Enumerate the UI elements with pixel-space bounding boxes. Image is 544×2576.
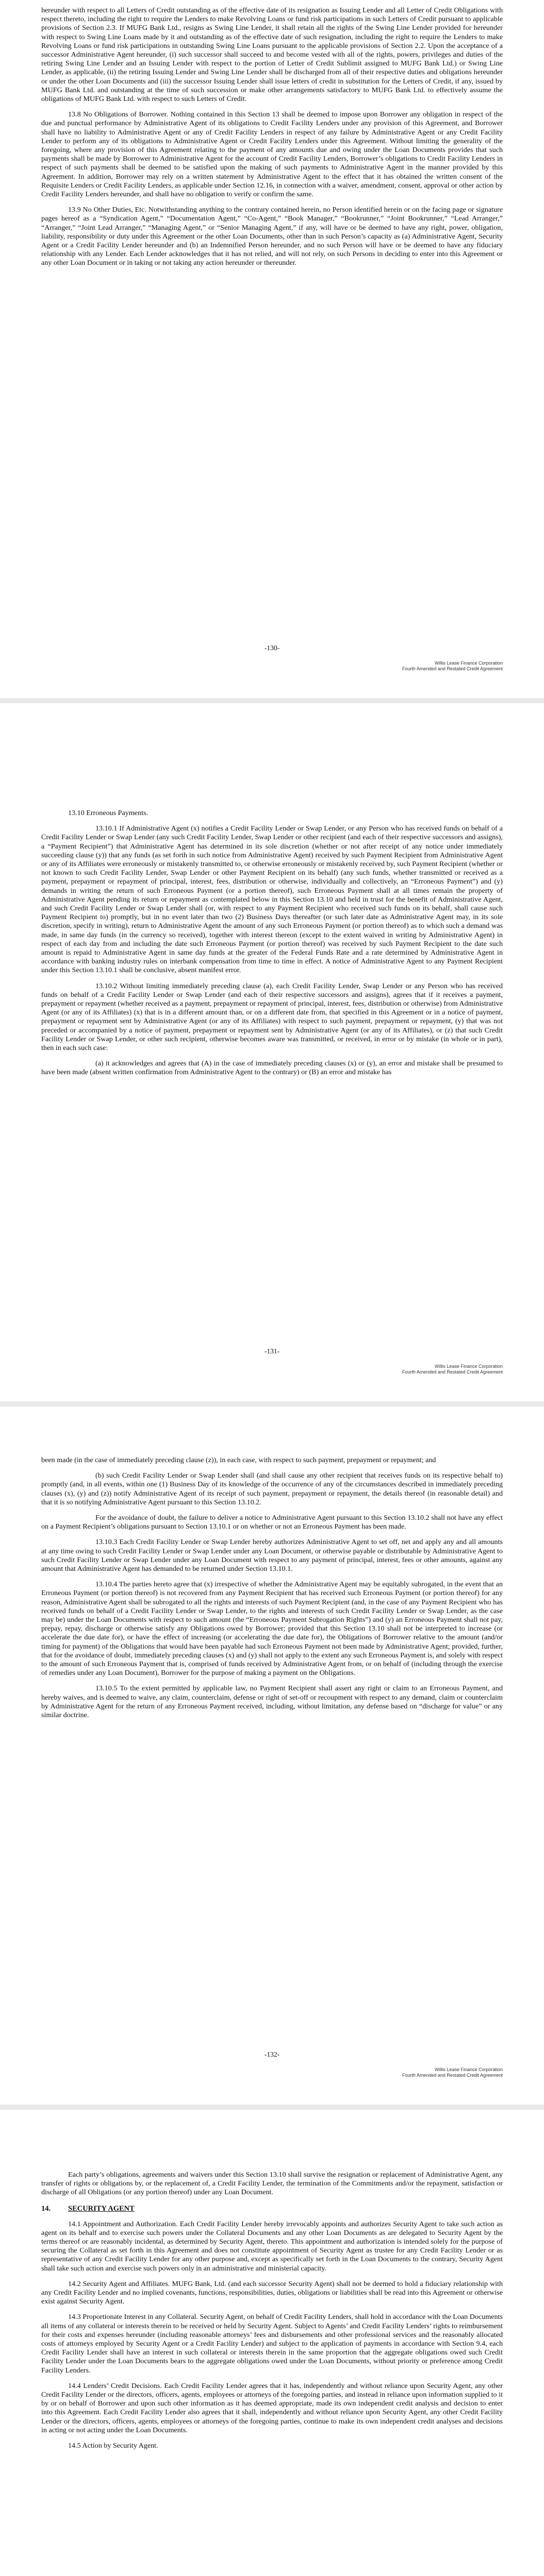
section-13-10-4-paragraph: 13.10.4 The parties hereto agree that (x) irrespective of whether the Administrative Agent may be equitably subrogated, in the event that an Erroneous Payment (or portion thereof) is not recovered from any Payment Recipient that has received such Erroneous Payment (or portion thereof) for any reason, Administrative Agent shall be subrogated to all the rights and interests of such Payment Recipient (and, in the case of any Payment Recipient who has received funds on behalf of a Credit Facility Lender or Swap Lender, to the rights and interests of such Credit Facility Lender or Swap Lender, as the case may be) under the Loan Documents with respect to such amount (the “Erroneous Payment Subrogation Rights”) and (y) an Erroneous Payment shall not pay, prepay, repay, discharge or otherwise satisfy any Obligations owed by Borrower; provided that this Section 13.10 shall not be interpreted to increase (or accelerate the due date for), or have the effect of increasing (or accelerating the due date for), the Obligations of Borrower relative to the amount (and/or timing for payment) of the Obligations that would have been payable had such Erroneous Payment not been made by Administrative Agent; provided, further, that for the avoidance of doubt, immediately preceding clauses (x) and (y) shall not apply to the extent any such Erroneous Payment is, and solely with respect to the amount of such Erroneous Payment that is, comprised of funds received by Administrative Agent from, or on behalf of (including through the exercise of remedies under any Loan Document), Borrower for the purpose of making a payment on the Obligations. [41,1580,503,1677]
page-footer [402,660,503,672]
document-page-130 [0,0,544,698]
clause-b-paragraph: (b) such Credit Facility Lender or Swap Lender shall (and shall cause any other recipient that receives funds on its respective behalf to) promptly (and, in all events, within one (1) Business Day of its knowledge of the occurrence of any of the circumstances described in immediately preceding clauses (x), (y) and (z)) notify Administrative Agent of its receipt of such payment, prepayment or repayment, the details thereof (in reasonable detail) and that it is so notifying Administrative Agent pursuant to this Section 13.10.2. [41,1471,503,1506]
avoidance-paragraph: For the avoidance of doubt, the failure to deliver a notice to Administrative Agent pursuant to this Section 13.10.2 shall not have any effect on a Payment Recipient’s obligations pursuant to Section 13.10.1 or on whether or not an Erroneous Payment has been made. [41,1514,503,1531]
page-number: -132- [264,2050,280,2058]
section-14-heading [41,2204,503,2213]
body-paragraph: hereunder with respect to all Letters of Credit outstanding as of the effective date of its resignation as Issuing Lender and all Letter of Credit Obligations with respect thereto, including the right to require the Lenders to make Revolving Loans or fund risk participations in such Letters of Credit pursuant to applicable provisions of Section 2.3. If MUFG Bank Ltd., resigns as Swing Line Lender, it shall retain all the rights of the Swing Line Lender provided for hereunder with respect to Swing Line Loans made by it and outstanding as of the effective date of such resignation, including the right to require the Lenders to make Revolving Loans or fund risk participations in outstanding Swing Line Loans pursuant to the applicable provisions of Section 2.2. Upon the acceptance of a successor Administrative Agent hereunder, (i) such successor shall succeed to and become vested with all of the rights, powers, privileges and duties of the retiring Swing Line Lender and an Issuing Lender with respect to the portion of Letter of Credit Sublimit assigned to MUFG Bank Ltd.) or Swing Line Lender, as applicable, (ii) the retiring Issuing Lender and Swing Line Lender shall be discharged from all of their respective duties and obligations hereunder or under the other Loan Documents and (iii) the successor Issuing Lender shall issue letters of credit in substitution for the Letters of Credit, if any, issued by MUFG Bank Ltd. and outstanding at the time of such succession or make other arrangements satisfactory to MUFG Bank Ltd. to effectively assume the obligations of MUFG Bank Ltd. with respect to such Letters of Credit. [41,6,503,104]
section-14-4-paragraph: 14.4 Lenders’ Credit Decisions. Each Credit Facility Lender agrees that it has, independently and without reliance upon Security Agent, any other Credit Facility Lender or the directors, officers, agents, employees or attorneys of the foregoing parties, and instead in reliance upon information supplied to it by or on behalf of Borrower and upon such other information as it has deemed appropriate, made its own independent credit analysis and decision to enter into this Agreement. Each Credit Facility Lender also agrees that it shall, independently and without reliance upon Security Agent, any other Credit Facility Lender or the directors, officers, agents, employees or attorneys of the foregoing parties, continue to make its own independent credit analyses and decisions in acting or not acting under the Loan Documents. [41,2381,503,2434]
section-14-5-heading: 14.5 Action by Security Agent. [68,2442,158,2450]
section-13-8-paragraph: 13.8 No Obligations of Borrower. Nothing contained in this Section 13 shall be deemed to impose upon Borrower any obligation in respect of the due and punctual performance by Administrative Agent of its obligations to Credit Facility Lenders under any provision of this Agreement, and Borrower shall have no liability to Administrative Agent or any of Credit Facility Lenders in respect of any failure by Administrative Agent or any Credit Facility Lender to perform any of its obligations to Administrative Agent or Credit Facility Lenders under this Agreement. Without limiting the generality of the foregoing, where any provision of this Agreement relating to the payment of any amounts due and owing under the Loan Documents provides that such payments shall be made by Borrower to Administrative Agent for the account of Credit Facility Lenders, Borrower’s obligations to Credit Facility Lenders in respect of such payments shall be deemed to be satisfied upon the making of such payments to Administrative Agent in the manner provided by this Agreement. In addition, Borrower may rely on a written statement by Administrative Agent to the effect that it has obtained the written consent of the Requisite Lenders or Credit Facility Lenders, as applicable under Section 12.16, in connection with a waiver, amendment, consent, approval or other action by Credit Facility Lenders hereunder, and shall have no obligation to verify or confirm the same. [41,110,503,199]
document-page-131 [0,703,544,1401]
page-footer [402,2067,503,2078]
body-paragraph: been made (in the case of immediately preceding clause (z)), in each case, with respect to such payment, prepayment or repayment; and [41,1456,436,1464]
footer-company: Willis Lease Finance Corporation [434,2067,503,2072]
page-footer [402,1364,503,1375]
page-number: -131- [264,1347,280,1355]
footer-agreement: Fourth Amended and Restated Credit Agreement [402,1369,503,1375]
section-13-9-paragraph: 13.9 No Other Duties, Etc. Notwithstanding anything to the contrary contained herein, no Person identified herein or on the facing page or signature pages hereof as a “Syndication Agent,” “Documentation Agent,” “Co-Agent,” “Book Manager,” “Bookrunner,” “Joint Bookrunner,” “Lead Arranger,” “Arranger,” “Joint Lead Arranger,” “Managing Agent,” or “Senior Managing Agent,” if any, will have or be deemed to have any right, power, obligation, liability, responsibility or duty under this Agreement or the other Loan Documents, other than in such Person’s capacity as (a) Administrative Agent, Security Agent or a Credit Facility Lender hereunder and (b) an Indemnified Person hereunder, and no such Person will have or be deemed to have any fiduciary relationship with any Lender. Each Lender acknowledges that it has not relied, and will not rely, on such Persons in deciding to enter into this Agreement or any other Loan Document or in taking or not taking any action hereunder or thereunder. [41,206,503,267]
section-13-10-1-paragraph: 13.10.1 If Administrative Agent (x) notifies a Credit Facility Lender or Swap Lender, or any Person who has received funds on behalf of a Credit Facility Lender or Swap Lender (any such Credit Facility Lender, Swap Lender or other recipient (and each of their respective successors and assigns), a “Payment Recipient”) that Administrative Agent has determined in its sole discretion (whether or not after receipt of any notice under immediately succeeding clause (y)) that any funds (as set forth in such notice from Administrative Agent) received by such Payment Recipient from Administrative Agent or any of its Affiliates were erroneously or mistakenly transmitted to, or otherwise erroneously or mistakenly received by, such Payment Recipient (whether or not known to such Credit Facility Lender, Swap Lender or other Payment Recipient on its behalf) (any such funds, whether transmitted or received as a payment, prepayment or repayment of principal, interest, fees, distribution or otherwise, individually and collectively, an “Erroneous Payment”) and (y) demands in writing the return of such Erroneous Payment (or a portion thereof), such Erroneous Payment shall at all times remain the property of Administrative Agent pending its return or repayment as contemplated below in this Section 13.10 and held in trust for the benefit of Administrative Agent, and such Credit Facility Lender or Swap Lender shall (or, with respect to any Payment Recipient who received such funds on its behalf, shall cause such Payment Recipient to) promptly, but in no event later than two (2) Business Days thereafter (or such later date as Administrative Agent may, in its sole discretion, specify in writing), return to Administrative Agent the amount of any such Erroneous Payment (or portion thereof) as to which such a demand was made, in same day funds (in the currency so received), together with interest thereon (except to the extent waived in writing by Administrative Agent) in respect of each day from and including the date such Erroneous Payment (or portion thereof) was received by such Payment Recipient to the date such amount is repaid to Administrative Agent in same day funds at the greater of the Federal Funds Rate and a rate determined by Administrative Agent in accordance with banking industry rules on interbank compensation from time to time in effect. A notice of Administrative Agent to any Payment Recipient under this Section 13.10.1 shall be conclusive, absent manifest error. [41,824,503,975]
section-14-1-paragraph: 14.1 Appointment and Authorization. Each Credit Facility Lender hereby irrevocably appoints and authorizes Security Agent to take such action as agent on its behalf and to exercise such powers under the Collateral Documents and any other Loan Documents as are delegated to Security Agent by the terms thereof or are reasonably incidental, as determined by Security Agent, thereto. This appointment and authorization is intended solely for the purpose of securing the Collateral as set forth in this Agreement and does not constitute appointment of Security Agent as trustee for any Credit Facility Lender or as representative of any Credit Facility Lender for any other purpose and, except as specifically set forth in the Loan Documents to the contrary, Security Agent shall take such action and exercise such powers only in an administrative and ministerial capacity. [41,2219,503,2273]
clause-a-paragraph: (a) it acknowledges and agrees that (A) in the case of immediately preceding clauses (x) or (y), an error and mistake shall be presumed to have been made (absent written confirmation from Administrative Agent to the contrary) or (B) an error and mistake has [41,1059,503,1077]
document-page-132 [0,1406,544,2105]
survival-paragraph: Each party’s obligations, agreements and waivers under this Section 13.10 shall survive the resignation or replacement of Administrative Agent, any transfer of rights or obligations by, or the replacement of, a Credit Facility Lender, the termination of the Commitments and/or the repayment, satisfaction or discharge of all Obligations (or any portion thereof) under any Loan Document. [41,2171,503,2197]
section-13-10-5-paragraph: 13.10.5 To the extent permitted by applicable law, no Payment Recipient shall assert any right or claim to an Erroneous Payment, and hereby waives, and is deemed to waive, any claim, counterclaim, defense or right of set-off or recoupment with respect to any demand, claim or counterclaim by Administrative Agent for the return of any Erroneous Payment received, including, without limitation, any defense based on “discharge for value” or any similar doctrine. [41,1684,503,1720]
section-13-10-heading: 13.10 Erroneous Payments. [68,809,149,817]
section-title: SECURITY AGENT [68,2204,135,2213]
section-13-10-2-paragraph: 13.10.2 Without limiting immediately preceding clause (a), each Credit Facility Lender, Swap Lender or any Person who has received funds on behalf of a Credit Facility Lender or Swap Lender (and each of their respective successors and assigns), agrees that if it receives a payment, prepayment or repayment (whether received as a payment, prepayment or repayment of principal, interest, fees, distribution or otherwise) from Administrative Agent (or any of its Affiliates) (x) that is in a different amount than, or on a different date from, that specified in this Agreement or in a notice of payment, prepayment or repayment sent by Administrative Agent (or any of its Affiliates) with respect to such payment, prepayment or repayment, (y) that was not preceded or accompanied by a notice of payment, prepayment or repayment sent by Administrative Agent (or any of its Affiliates), or (z) that such Credit Facility Lender or Swap Lender, or other such recipient, otherwise becomes aware was transmitted, or received, in error or by mistake (in whole or in part), then in each such case: [41,981,503,1053]
footer-company: Willis Lease Finance Corporation [434,1364,503,1369]
footer-agreement: Fourth Amended and Restated Credit Agreement [402,2073,503,2078]
section-14-2-paragraph: 14.2 Security Agent and Affiliates. MUFG Bank, Ltd. (and each successor Security Agent) shall not be deemed to hold a fiduciary relationship with any Credit Facility Lender and no implied covenants, functions, responsibilities, duties, obligations or liabilities shall be read into this Agreement or otherwise exist against Security Agent. [41,2279,503,2306]
section-14-3-paragraph: 14.3 Proportionate Interest in any Collateral. Security Agent, on behalf of Credit Facility Lenders, shall hold in accordance with the Loan Documents all items of any collateral or interests therein to be received or held by Security Agent. Subject to Agents’ and Credit Facility Lenders’ rights to reimbursement for their costs and expenses hereunder (including reasonable attorneys’ fees and disbursements and other professional services and the reasonably allocated costs of attorneys employed by Security Agent or a Credit Facility Lender) and subject to the application of payments in accordance with Section 9.4, each Credit Facility Lender shall have an interest in such collateral or interests therein in the same proportion that the aggregate obligations owed such Credit Facility Lender under the Loan Documents bears to the aggregate obligations owed under the Loan Documents, without priority or preference among Credit Facility Lenders. [41,2313,503,2375]
footer-agreement: Fourth Amended and Restated Credit Agreement [402,666,503,671]
section-number: 14. [41,2204,51,2213]
page-number: -130- [264,644,280,652]
section-13-10-3-paragraph: 13.10.3 Each Credit Facility Lender or Swap Lender hereby authorizes Administrative Agent to set off, net and apply any and all amounts at any time owing to such Credit Facility Lender or Swap Lender under any Loan Document, or otherwise payable or distributable by Administrative Agent to such Credit Facility Lender or Swap Lender under any Loan Document with respect to any payment of principal, interest, fees or other amounts, against any amount that Administrative Agent has demanded to be returned under Section 13.10.1. [41,1538,503,1573]
footer-company: Willis Lease Finance Corporation [434,660,503,666]
document-page-133 [0,2110,544,2576]
